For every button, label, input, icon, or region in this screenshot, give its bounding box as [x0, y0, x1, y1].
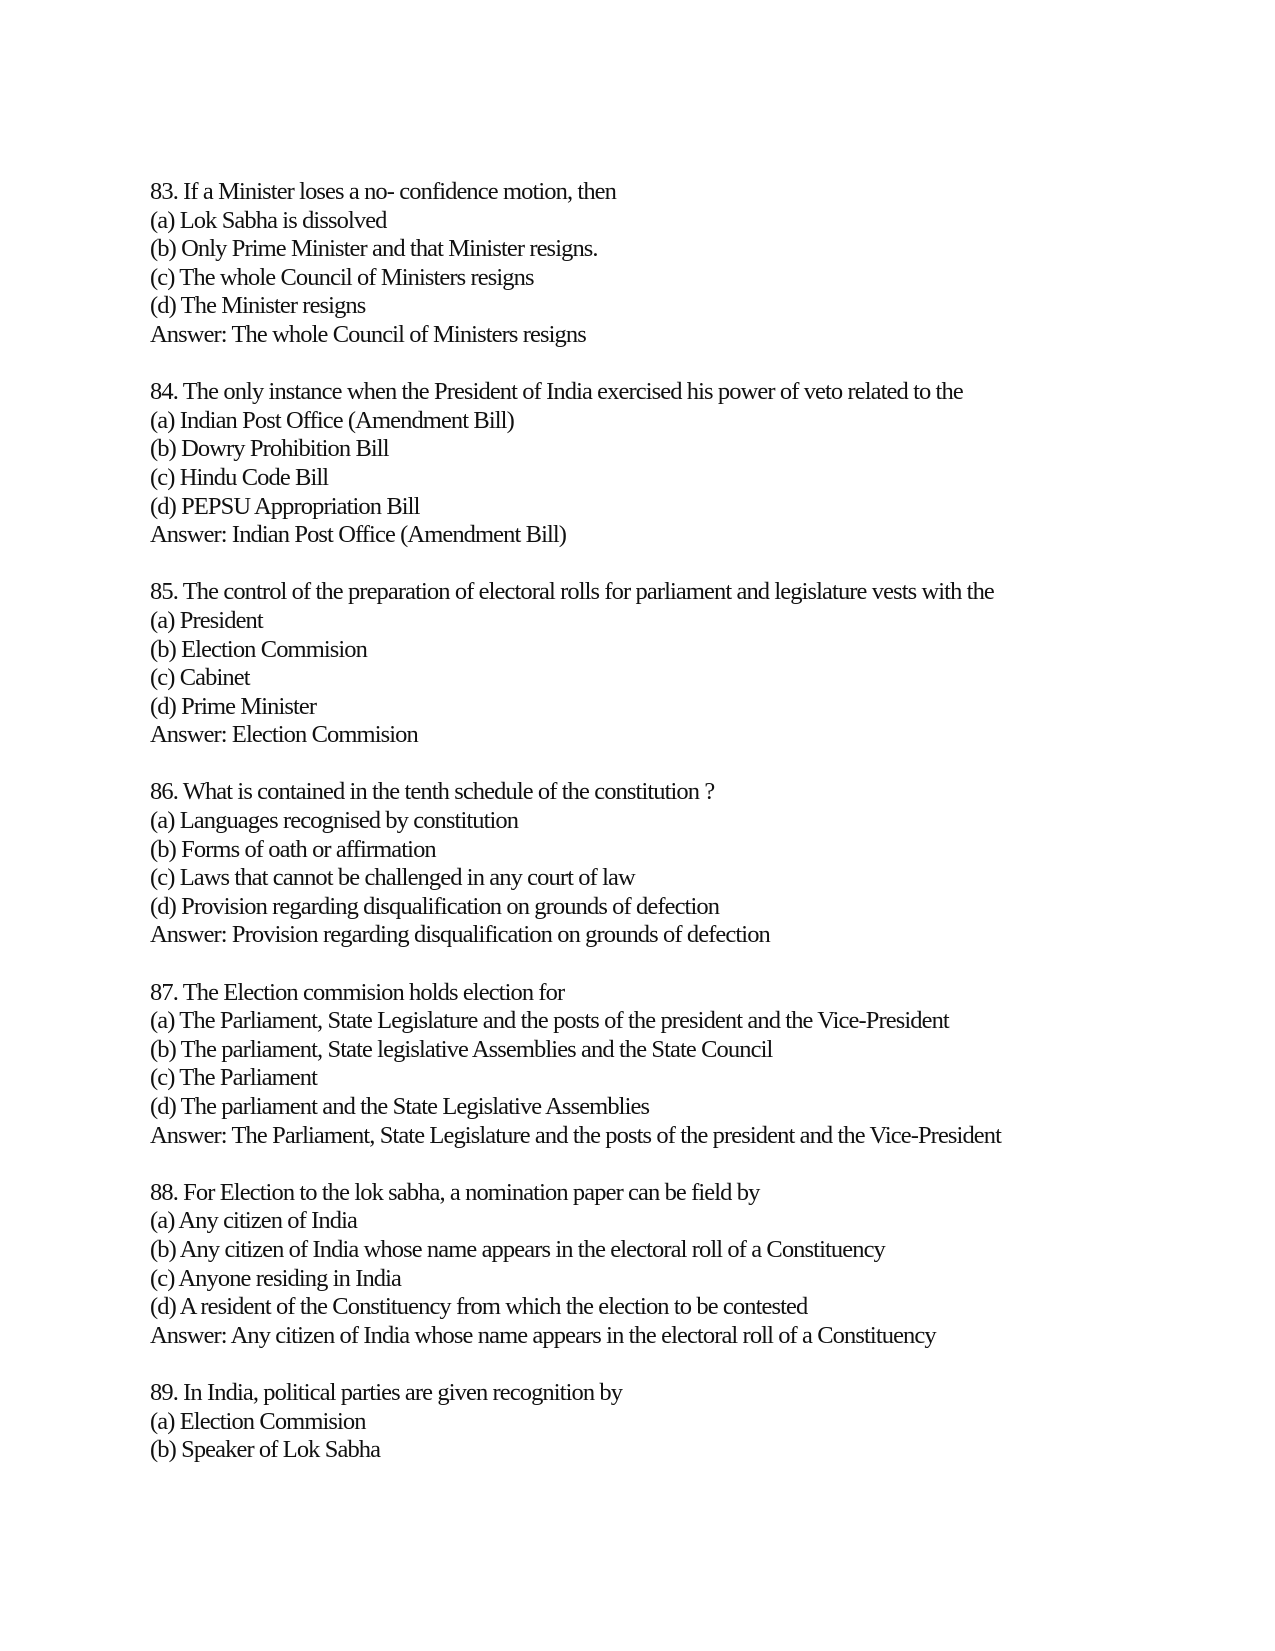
question-85: [150, 578, 1210, 750]
question-number: 84.: [150, 378, 178, 406]
option-a: (a) Languages recognised by constitution: [150, 807, 519, 835]
answer-line: Answer: Any citizen of India whose name appears in the electoral roll of a Constituency: [150, 1321, 936, 1349]
question-stem: [150, 378, 1210, 407]
question-86: [150, 778, 1210, 950]
question-89: [150, 1379, 1210, 1465]
answer-line: Answer: The Parliament, State Legislature and the posts of the president and the Vice-President: [150, 1121, 1002, 1149]
option-b: (b) Only Prime Minister and that Minister resigns.: [150, 235, 598, 263]
option-a: (a) Election Commision: [150, 1407, 366, 1435]
option-b: (b) Any citizen of India whose name appears in the electoral roll of a Constituency: [150, 1235, 885, 1263]
document-page: [150, 178, 1210, 1493]
question-text: What is contained in the tenth schedule of the constitution ?: [182, 778, 715, 806]
question-number: 88.: [150, 1178, 178, 1206]
answer-line: Answer: Election Commision: [150, 721, 418, 749]
option-a: (a) Any citizen of India: [150, 1207, 357, 1235]
question-number: 85.: [150, 578, 178, 606]
option-d: (d) Provision regarding disqualification on grounds of defection: [150, 892, 720, 920]
question-number: 87.: [150, 978, 178, 1006]
option-c: (c) Anyone residing in India: [150, 1264, 402, 1292]
question-87: [150, 979, 1210, 1151]
question-83: [150, 178, 1210, 350]
question-stem: [150, 1179, 1210, 1208]
option-a: (a) Lok Sabha is dissolved: [150, 206, 387, 234]
option-d: (d) A resident of the Constituency from which the election to be contested: [150, 1293, 808, 1321]
question-text: The control of the preparation of electoral rolls for parliament and legislature vests with the: [182, 578, 994, 606]
question-number: 83.: [150, 178, 178, 205]
option-d: (d) Prime Minister: [150, 692, 317, 720]
option-c: (c) Cabinet: [150, 664, 250, 692]
answer-line: Answer: Provision regarding disqualification on grounds of defection: [150, 921, 770, 949]
option-b: (b) The parliament, State legislative Assemblies and the State Council: [150, 1035, 773, 1063]
answer-line: Answer: The whole Council of Ministers resigns: [150, 320, 586, 348]
question-stem: [150, 1379, 1210, 1408]
option-b: (b) Speaker of Lok Sabha: [150, 1436, 381, 1464]
answer-line: Answer: Indian Post Office (Amendment Bill): [150, 521, 567, 549]
option-c: (c) Laws that cannot be challenged in any court of law: [150, 864, 635, 892]
option-d: (d) The Minister resigns: [150, 292, 366, 320]
question-text: For Election to the lok sabha, a nomination paper can be field by: [183, 1178, 760, 1206]
option-b: (b) Election Commision: [150, 635, 368, 663]
option-c: (c) The whole Council of Ministers resigns: [150, 263, 534, 291]
question-text: The Election commision holds election for: [182, 978, 565, 1006]
option-a: (a) President: [150, 606, 263, 634]
question-number: 89.: [150, 1378, 178, 1406]
question-text: If a Minister loses a no- confidence motion, then: [183, 178, 617, 205]
option-a: (a) The Parliament, State Legislature and the posts of the president and the Vice-President: [150, 1007, 949, 1035]
question-88: [150, 1179, 1210, 1351]
option-c: (c) Hindu Code Bill: [150, 463, 329, 491]
option-c: (c) The Parliament: [150, 1064, 318, 1092]
question-stem: [150, 979, 1210, 1008]
option-a: (a) Indian Post Office (Amendment Bill): [150, 406, 514, 434]
question-text: The only instance when the President of India exercised his power of veto related to the: [182, 378, 963, 406]
question-text: In India, political parties are given recognition by: [183, 1378, 623, 1406]
question-stem: [150, 578, 1210, 607]
option-d: (d) The parliament and the State Legislative Assemblies: [150, 1093, 650, 1120]
option-d: (d) PEPSU Appropriation Bill: [150, 492, 420, 520]
question-stem: [150, 178, 1210, 207]
option-b: (b) Dowry Prohibition Bill: [150, 435, 389, 463]
question-number: 86.: [150, 778, 178, 806]
option-b: (b) Forms of oath or affirmation: [150, 835, 436, 863]
question-stem: [150, 778, 1210, 807]
question-84: [150, 378, 1210, 550]
